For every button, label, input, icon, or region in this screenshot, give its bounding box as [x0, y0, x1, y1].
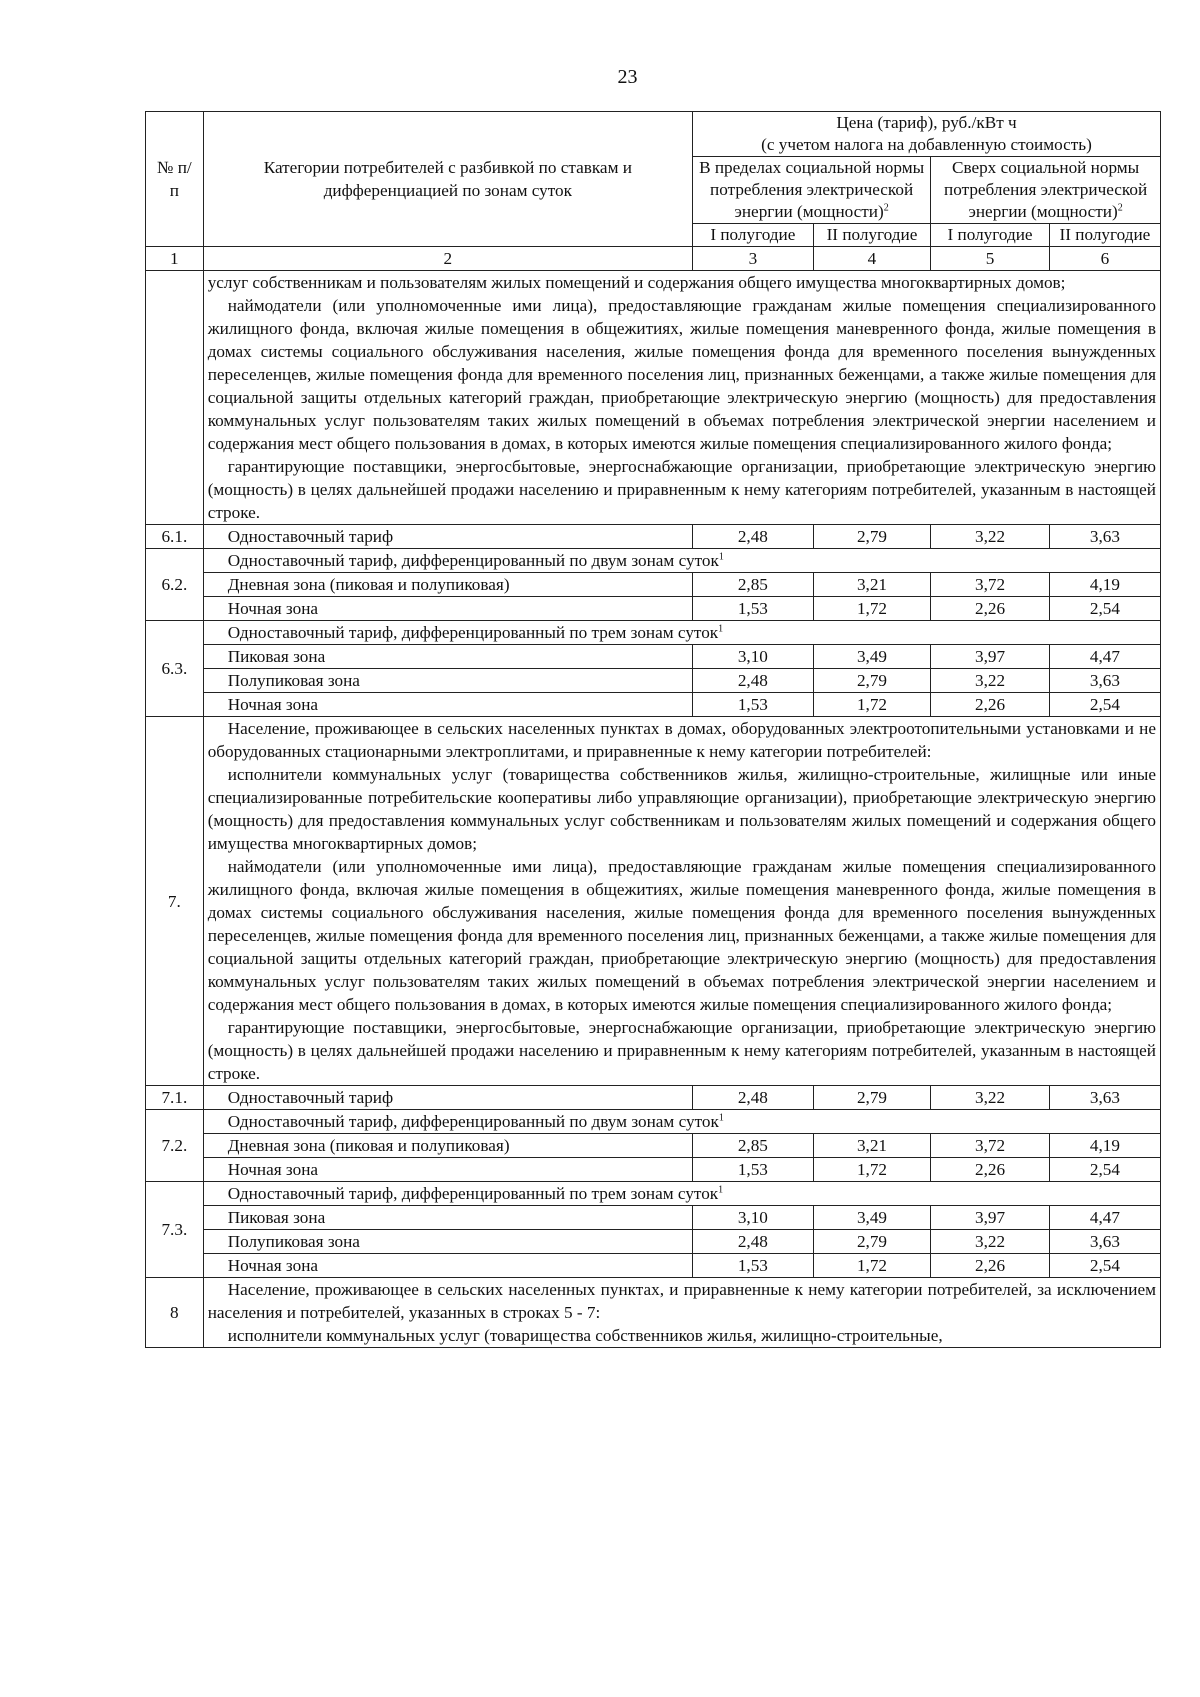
row-number: 6.3. [146, 621, 204, 717]
value-cell: 2,85 [693, 1134, 814, 1158]
subheading-text: Одноставочный тариф, дифференцированный по двум зонам суток [227, 551, 719, 570]
row-label: Ночная зона [203, 1158, 692, 1182]
row-label: Ночная зона [203, 1254, 692, 1278]
value-cell: 2,26 [931, 1158, 1050, 1182]
value-cell: 2,85 [693, 573, 814, 597]
row-label: Ночная зона [203, 597, 692, 621]
value-cell: 3,21 [813, 573, 931, 597]
footnote-mark: 2 [883, 202, 889, 214]
header-price [693, 112, 1161, 157]
header-half-1: I полугодие [693, 224, 814, 247]
value-cell: 2,79 [813, 525, 931, 549]
table-row [146, 1110, 1161, 1134]
row-number: 7.1. [146, 1086, 204, 1110]
header-above-norm-text: Сверх социальной нормы потребления электрической энергии (мощности) [944, 158, 1148, 221]
value-cell: 3,63 [1049, 1230, 1160, 1254]
row-label: Одноставочный тариф [203, 1086, 692, 1110]
value-cell: 1,53 [693, 597, 814, 621]
value-cell: 3,22 [931, 669, 1050, 693]
value-cell: 1,72 [813, 1158, 931, 1182]
block7-description [203, 717, 1160, 1086]
header-price-subtitle: (с учетом налога на добавленную стоимость) [761, 135, 1092, 154]
value-cell: 4,47 [1049, 1206, 1160, 1230]
index-cell: 4 [813, 247, 931, 271]
footnote-mark: 1 [718, 1112, 724, 1124]
footnote-mark: 1 [718, 1184, 724, 1196]
paragraph: исполнители коммунальных услуг (товарищества собственников жилья, жилищно-строительные, жилищные или иные специализированные потребительские кооперативы либо управляющие организации), приобретающие электрическую энергию (мощность) для предоставления коммунальных услуг собственникам и пользователям жилых помещений и содержания общего имущества многоквартирных домов; [207, 765, 1156, 853]
header-price-title: Цена (тариф), руб./кВт ч [836, 113, 1017, 132]
paragraph: услуг собственникам и пользователям жилых помещений и содержания общего имущества многоквартирных домов; [207, 273, 1066, 292]
value-cell: 1,53 [693, 1158, 814, 1182]
value-cell: 3,10 [693, 1206, 814, 1230]
row-label: Пиковая зона [203, 645, 692, 669]
row-number: 6.1. [146, 525, 204, 549]
value-cell: 3,49 [813, 1206, 931, 1230]
value-cell: 2,26 [931, 597, 1050, 621]
value-cell: 1,53 [693, 1254, 814, 1278]
block6-text-row [146, 271, 1161, 525]
header-half-1: I полугодие [931, 224, 1050, 247]
table-row [146, 621, 1161, 645]
subheading-text: Одноставочный тариф, дифференцированный по трем зонам суток [227, 1184, 719, 1203]
table-row [146, 549, 1161, 573]
table-row [146, 1206, 1161, 1230]
row-subheading [203, 1110, 1160, 1134]
index-cell: 1 [146, 247, 204, 271]
value-cell: 3,21 [813, 1134, 931, 1158]
header-half-2: II полугодие [1049, 224, 1160, 247]
page-number: 23 [617, 66, 638, 88]
subheading-text: Одноставочный тариф, дифференцированный по двум зонам суток [227, 1112, 719, 1131]
footnote-mark: 1 [718, 551, 724, 563]
table-row [146, 1182, 1161, 1206]
value-cell: 2,79 [813, 1230, 931, 1254]
table-row [146, 525, 1161, 549]
footnote-mark: 2 [1117, 202, 1123, 214]
index-cell: 3 [693, 247, 814, 271]
value-cell: 2,54 [1049, 1158, 1160, 1182]
paragraph: Население, проживающее в сельских населенных пунктах, и приравненные к нему категории потребителей, за исключением населения и потребителей, указанных в строках 5 - 7: [207, 1280, 1156, 1322]
value-cell: 3,63 [1049, 525, 1160, 549]
value-cell: 4,47 [1049, 645, 1160, 669]
value-cell: 3,72 [931, 573, 1050, 597]
value-cell: 4,19 [1049, 1134, 1160, 1158]
index-cell: 6 [1049, 247, 1160, 271]
value-cell: 3,97 [931, 645, 1050, 669]
table-row [146, 1158, 1161, 1182]
value-cell: 2,54 [1049, 597, 1160, 621]
value-cell: 3,97 [931, 1206, 1050, 1230]
table-row [146, 1230, 1161, 1254]
header-within-norm [693, 157, 931, 224]
block8-text-row [146, 1278, 1161, 1348]
value-cell: 3,49 [813, 645, 931, 669]
row-label: Пиковая зона [203, 1206, 692, 1230]
table-row [146, 597, 1161, 621]
header-above-norm [931, 157, 1161, 224]
value-cell: 2,48 [693, 1230, 814, 1254]
row-label: Ночная зона [203, 693, 692, 717]
value-cell: 3,72 [931, 1134, 1050, 1158]
row-number: 7. [146, 717, 204, 1086]
row-number: 8 [146, 1278, 204, 1348]
table-row [146, 645, 1161, 669]
row-label: Полупиковая зона [203, 669, 692, 693]
value-cell: 2,48 [693, 669, 814, 693]
table-row [146, 1086, 1161, 1110]
value-cell: 1,72 [813, 1254, 931, 1278]
value-cell: 3,22 [931, 525, 1050, 549]
paragraph: наймодатели (или уполномоченные ими лица), предоставляющие гражданам жилые помещения специализированного жилищного фонда, включая жилые помещения в общежитиях, жилые помещения маневренного фонда, жилые помещения в домах системы социального обслуживания населения, жилые помещения фонда для временного поселения вынужденных переселенцев, жилые помещения фонда для временного поселения лиц, признанных беженцами, а также жилые помещения для социальной защиты отдельных категорий граждан, приобретающие электрическую энергию (мощность) для предоставления коммунальных услуг пользователям таких жилых помещений в объемах потребления электрической энергии населением и содержания мест общего пользования в домах, в которых имеются жилые помещения специализированного жилого фонда; [207, 857, 1156, 1014]
paragraph: гарантирующие поставщики, энергосбытовые, энергоснабжающие организации, приобретающие электрическую энергию (мощность) в целях дальнейшей продажи населению и приравненным к нему категориям потребителей, указанным в настоящей строке. [207, 1018, 1156, 1083]
value-cell: 2,54 [1049, 1254, 1160, 1278]
header-col-category: Категории потребителей с разбивкой по ставкам и дифференциацией по зонам суток [203, 112, 692, 247]
value-cell: 2,54 [1049, 693, 1160, 717]
block8-description [203, 1278, 1160, 1348]
header-row-price [146, 112, 1161, 157]
value-cell: 2,79 [813, 669, 931, 693]
block7-text-row [146, 717, 1161, 1086]
table-row [146, 573, 1161, 597]
value-cell: 2,48 [693, 525, 814, 549]
tariff-table [145, 111, 1161, 1348]
value-cell: 2,48 [693, 1086, 814, 1110]
value-cell: 3,63 [1049, 669, 1160, 693]
paragraph: исполнители коммунальных услуг (товарищества собственников жилья, жилищно-строительные, [227, 1326, 943, 1345]
row-label: Дневная зона (пиковая и полупиковая) [203, 573, 692, 597]
value-cell: 1,53 [693, 693, 814, 717]
row-label: Полупиковая зона [203, 1230, 692, 1254]
header-index-row [146, 247, 1161, 271]
header-col-number: № п/п [146, 112, 204, 247]
table-row [146, 669, 1161, 693]
value-cell: 3,10 [693, 645, 814, 669]
value-cell: 3,22 [931, 1086, 1050, 1110]
paragraph: гарантирующие поставщики, энергосбытовые, энергоснабжающие организации, приобретающие электрическую энергию (мощность) в целях дальнейшей продажи населению и приравненным к нему категориям потребителей, указанным в настоящей строке. [207, 457, 1156, 522]
block6-description [203, 271, 1160, 525]
index-cell: 5 [931, 247, 1050, 271]
table-row [146, 1254, 1161, 1278]
table-row [146, 693, 1161, 717]
row-number: 7.2. [146, 1110, 204, 1182]
header-half-2: II полугодие [813, 224, 931, 247]
row-number: 7.3. [146, 1182, 204, 1278]
block6-number-cell [146, 271, 204, 525]
value-cell: 2,79 [813, 1086, 931, 1110]
row-subheading [203, 621, 1160, 645]
value-cell: 3,22 [931, 1230, 1050, 1254]
value-cell: 1,72 [813, 693, 931, 717]
value-cell: 2,26 [931, 1254, 1050, 1278]
row-number: 6.2. [146, 549, 204, 621]
paragraph: наймодатели (или уполномоченные ими лица), предоставляющие гражданам жилые помещения специализированного жилищного фонда, включая жилые помещения в общежитиях, жилые помещения маневренного фонда, жилые помещения в домах системы социального обслуживания населения, жилые помещения фонда для временного поселения вынужденных переселенцев, жилые помещения фонда для временного поселения лиц, признанных беженцами, а также жилые помещения для социальной защиты отдельных категорий граждан, приобретающие электрическую энергию (мощность) для предоставления коммунальных услуг пользователям таких жилых помещений в объемах потребления электрической энергии населением и содержания мест общего пользования в домах, в которых имеются жилые помещения специализированного жилого фонда; [207, 296, 1156, 453]
row-subheading [203, 549, 1160, 573]
row-subheading [203, 1182, 1160, 1206]
table-row [146, 1134, 1161, 1158]
value-cell: 4,19 [1049, 573, 1160, 597]
index-cell: 2 [203, 247, 692, 271]
value-cell: 3,63 [1049, 1086, 1160, 1110]
header-within-norm-text: В пределах социальной нормы потребления электрической энергии (мощности) [699, 158, 925, 221]
footnote-mark: 1 [718, 623, 724, 635]
subheading-text: Одноставочный тариф, дифференцированный по трем зонам суток [227, 623, 719, 642]
value-cell: 2,26 [931, 693, 1050, 717]
paragraph: Население, проживающее в сельских населенных пунктах в домах, оборудованных электроотопительными установками и не оборудованных стационарными электроплитами, и приравненные к нему категории потребителей: [207, 719, 1156, 761]
row-label: Дневная зона (пиковая и полупиковая) [203, 1134, 692, 1158]
row-label: Одноставочный тариф [203, 525, 692, 549]
value-cell: 1,72 [813, 597, 931, 621]
